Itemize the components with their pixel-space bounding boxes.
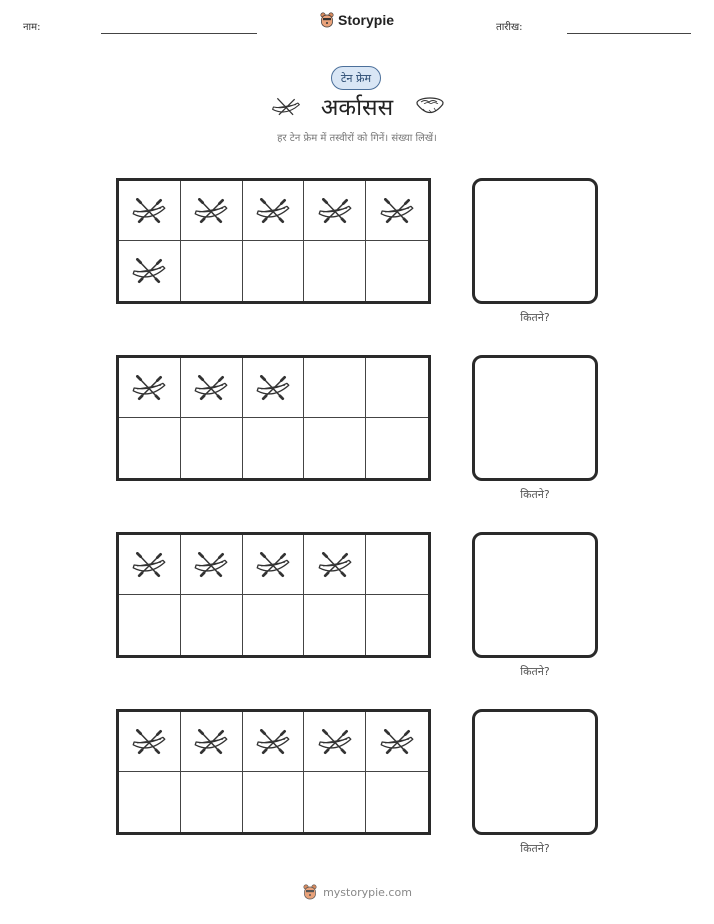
ten-frame-cell bbox=[304, 181, 366, 241]
canoe-icon bbox=[316, 552, 354, 578]
date-label: तारीख: bbox=[496, 22, 523, 33]
canoe-icon bbox=[316, 729, 354, 755]
footer-url[interactable]: mystorypie.com bbox=[323, 885, 412, 899]
ten-frame-cell bbox=[304, 772, 366, 832]
ten-frame-cell bbox=[181, 772, 243, 832]
ten-frame bbox=[116, 532, 431, 658]
canoe-icon bbox=[378, 198, 416, 224]
brand-name: Storypie bbox=[337, 12, 394, 28]
answer-box[interactable] bbox=[472, 532, 598, 658]
ten-frame-cell bbox=[181, 241, 243, 301]
ten-frame-cell bbox=[181, 535, 243, 595]
answer-box[interactable] bbox=[472, 355, 598, 481]
ten-frame-cell bbox=[243, 535, 305, 595]
answer-box[interactable] bbox=[472, 709, 598, 835]
ten-frame-cell bbox=[366, 241, 428, 301]
ten-frame-cell bbox=[119, 535, 181, 595]
ten-frame-cell bbox=[119, 181, 181, 241]
answer-label: कितने? bbox=[520, 311, 550, 324]
ten-frame-cell bbox=[304, 535, 366, 595]
canoe-icon bbox=[316, 198, 354, 224]
canoe-icon bbox=[130, 198, 168, 224]
ten-frame bbox=[116, 709, 431, 835]
canoe-icon bbox=[254, 729, 292, 755]
ten-frame-cell bbox=[366, 535, 428, 595]
ten-frame bbox=[116, 178, 431, 304]
answer-label: कितने? bbox=[520, 488, 550, 501]
ten-frame-cell bbox=[243, 772, 305, 832]
answer-label: कितने? bbox=[520, 842, 550, 855]
name-label: नाम: bbox=[23, 22, 41, 33]
canoe-icon bbox=[254, 198, 292, 224]
answer-label: कितने? bbox=[520, 665, 550, 678]
canoe-icon bbox=[378, 729, 416, 755]
canoe-icon bbox=[192, 198, 230, 224]
ten-frame-cell bbox=[243, 241, 305, 301]
ten-frame-cell bbox=[243, 712, 305, 772]
storypie-mascot-icon bbox=[320, 12, 334, 28]
footer bbox=[0, 884, 714, 900]
topic-badge: टेन फ्रेम bbox=[331, 66, 381, 90]
canoe-icon bbox=[254, 552, 292, 578]
date-field[interactable] bbox=[567, 33, 691, 34]
ten-frame-cell bbox=[304, 241, 366, 301]
ten-frame-cell bbox=[304, 595, 366, 655]
ten-frame-cell bbox=[181, 418, 243, 478]
ten-frame-cell bbox=[243, 181, 305, 241]
canoe-icon bbox=[130, 258, 168, 284]
ten-frame-cell bbox=[366, 712, 428, 772]
ten-frame-cell bbox=[366, 358, 428, 418]
ten-frame bbox=[116, 355, 431, 481]
ten-frame-cell bbox=[243, 358, 305, 418]
ten-frame-cell bbox=[181, 595, 243, 655]
ten-frame-cell bbox=[366, 772, 428, 832]
instructions: हर टेन फ्रेम में तस्वीरों को गिनें। संख्या लिखें। bbox=[277, 133, 437, 144]
ten-frame-cell bbox=[181, 712, 243, 772]
canoe-icon bbox=[130, 552, 168, 578]
canoe-icon bbox=[192, 552, 230, 578]
ten-frame-cell bbox=[366, 181, 428, 241]
fruit-bowl-icon bbox=[415, 95, 445, 119]
ten-frame-cell bbox=[366, 418, 428, 478]
ten-frame-cell bbox=[119, 241, 181, 301]
ten-frame-cell bbox=[119, 418, 181, 478]
ten-frame-cell bbox=[119, 772, 181, 832]
storypie-mascot-icon bbox=[302, 884, 318, 900]
ten-frame-cell bbox=[119, 712, 181, 772]
name-field[interactable] bbox=[101, 33, 257, 34]
ten-frame-cell bbox=[181, 358, 243, 418]
ten-frame-cell bbox=[366, 595, 428, 655]
canoe-icon bbox=[254, 375, 292, 401]
canoe-icon bbox=[130, 375, 168, 401]
ten-frame-cell bbox=[119, 595, 181, 655]
ten-frame-cell bbox=[304, 418, 366, 478]
ten-frame-cell bbox=[243, 595, 305, 655]
worksheet-title: अर्कासस bbox=[320, 95, 394, 121]
canoe-icon bbox=[130, 729, 168, 755]
ten-frame-cell bbox=[119, 358, 181, 418]
ten-frame-cell bbox=[304, 712, 366, 772]
ten-frame-cell bbox=[243, 418, 305, 478]
canoe-icon bbox=[192, 729, 230, 755]
canoe-icon bbox=[192, 375, 230, 401]
ten-frame-cell bbox=[304, 358, 366, 418]
answer-box[interactable] bbox=[472, 178, 598, 304]
brand-logo bbox=[0, 12, 714, 28]
ten-frame-cell bbox=[181, 181, 243, 241]
